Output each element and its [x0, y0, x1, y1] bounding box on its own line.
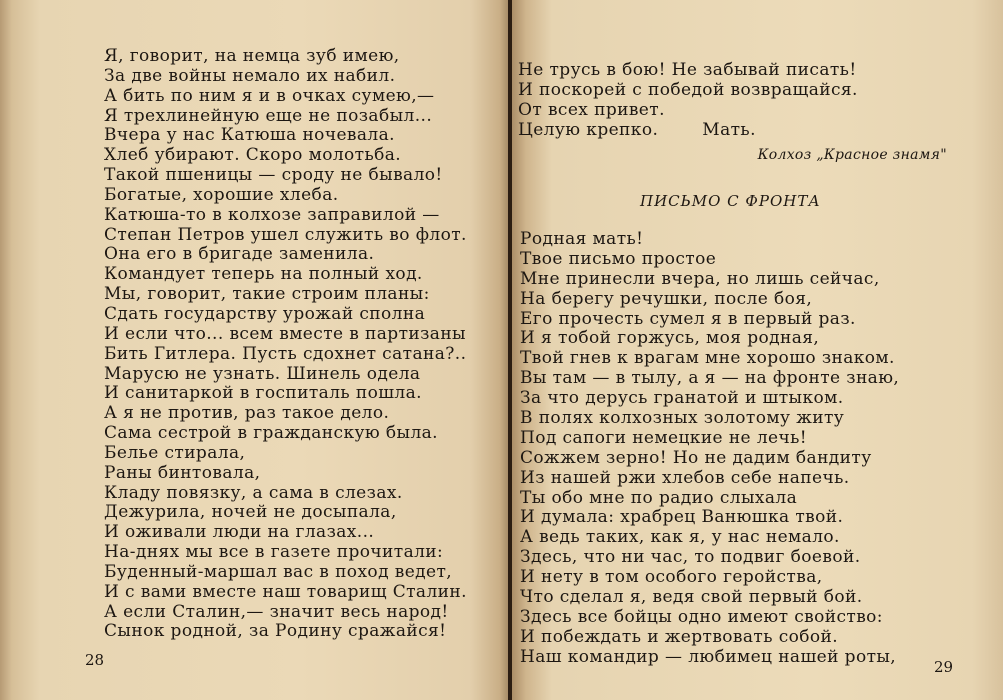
- right-page: [512, 0, 1003, 700]
- text-line: Марусю не узнать. Шинель одела: [104, 363, 421, 384]
- text-line: Бить Гитлера. Пусть сдохнет сатана?..: [104, 343, 467, 364]
- text-line: Она его в бригаде заменила.: [104, 244, 375, 265]
- text-line: За две войны немало их набил.: [104, 65, 396, 86]
- text-line: Сама сестрой в гражданскую была.: [104, 423, 438, 444]
- text-line: Твой гнев к врагам мне хорошо знаком.: [520, 348, 895, 369]
- text-line: Здесь, что ни час, то подвиг боевой.: [520, 547, 861, 568]
- text-line: Сынок родной, за Родину сражайся!: [104, 621, 447, 642]
- text-line: Наш командир — любимец нашей роты,: [520, 646, 897, 667]
- text-line: И санитаркой в госпиталь пошла.: [104, 383, 422, 404]
- text-line: Раны бинтовала,: [104, 462, 261, 483]
- text-line: Здесь все бойцы одно имеют свойство:: [520, 606, 883, 627]
- text-line: За что дерусь гранатой и штыком.: [520, 388, 844, 409]
- text-line: Сожжем зерно! Но не дадим бандиту: [520, 447, 872, 468]
- signoff-line: [518, 120, 858, 140]
- text-line: Командует теперь на полный ход.: [104, 264, 423, 285]
- text-line: Белье стирала,: [104, 442, 246, 463]
- text-line: И если что... всем вместе в партизаны: [104, 323, 466, 344]
- text-line: Мы, говорит, такие строим планы:: [104, 284, 430, 305]
- text-line: Ты обо мне по радио слыхала: [520, 487, 798, 508]
- text-line: Вы там — в тылу, а я — на фронте знаю,: [520, 368, 900, 389]
- text-line: Такой пшеницы — сроду не бывало!: [104, 165, 443, 186]
- text-line: Вчера у нас Катюша ночевала.: [104, 125, 395, 146]
- text-line: Мне принесли вчера, но лишь сейчас,: [520, 268, 880, 289]
- text-line: А ведь таких, как я, у нас немало.: [520, 527, 840, 548]
- text-line: И нету в том особого геройства,: [520, 567, 823, 588]
- left-poem-lines: [104, 47, 467, 642]
- text-line: Твое письмо простое: [520, 248, 717, 269]
- text-line: Дежурила, ночей не досыпала,: [104, 502, 397, 523]
- text-line: Сдать государству урожай сполна: [104, 303, 426, 324]
- text-line: На берегу речушки, после боя,: [520, 288, 813, 309]
- text-line: И поскорей с победой возвращайся.: [518, 80, 858, 100]
- text-line: Я трехлинейную еще не позабыл...: [104, 105, 433, 126]
- text-line: Родная мать!: [520, 229, 644, 249]
- poem-heading: ПИСЬМО С ФРОНТА: [640, 192, 821, 210]
- text-line: Из нашей ржи хлебов себе напечь.: [520, 467, 850, 488]
- text-line: Кладу повязку, а сама в слезах.: [104, 482, 403, 503]
- text-line: Богатые, хорошие хлеба.: [104, 184, 339, 205]
- text-line: Что сделал я, ведя свой первый бой.: [520, 587, 863, 608]
- text-line: Я, говорит, на немца зуб имею,: [104, 46, 400, 66]
- page-number-left: 28: [85, 651, 105, 669]
- text-line: А бить по ним я и в очках сумею,—: [104, 85, 435, 106]
- text-line: Его прочесть сумел я в первый раз.: [520, 308, 856, 329]
- text-line: И с вами вместе наш товарищ Сталин.: [104, 581, 467, 602]
- text-line: В полях колхозных золотому житу: [520, 408, 845, 429]
- text-line: Катюша-то в колхозе заправилой —: [104, 204, 440, 225]
- text-line: Под сапоги немецкие не лечь!: [520, 427, 808, 448]
- text-line: Хлеб убирают. Скоро молотьба.: [104, 145, 402, 166]
- text-line: А если Сталин,— значит весь народ!: [104, 601, 449, 622]
- text-line: На-днях мы все в газете прочитали:: [104, 542, 444, 563]
- text-line: Степан Петров ушел служить во флот.: [104, 224, 467, 245]
- text-line: От всех привет.: [518, 100, 665, 120]
- colophon: Колхоз „Красное знамя": [757, 147, 947, 163]
- page-number-right: 29: [934, 658, 954, 676]
- text-line: А я не против, раз такое дело.: [104, 403, 390, 424]
- signoff-text: Целую крепко.: [518, 120, 659, 140]
- letter-ending-lines: [518, 60, 858, 140]
- right-poem-lines: [520, 230, 899, 668]
- text-line: И думала: храбрец Ванюшка твой.: [520, 507, 844, 528]
- text-line: И побеждать и жертвовать собой.: [520, 626, 839, 647]
- text-line: Не трусь в бою! Не забывай писать!: [518, 60, 857, 80]
- signoff-signature: Мать.: [702, 120, 756, 140]
- text-line: И я тобой горжусь, моя родная,: [520, 328, 820, 349]
- text-line: Буденный-маршал вас в поход ведет,: [104, 561, 453, 582]
- text-line: И оживали люди на глазах...: [104, 522, 375, 543]
